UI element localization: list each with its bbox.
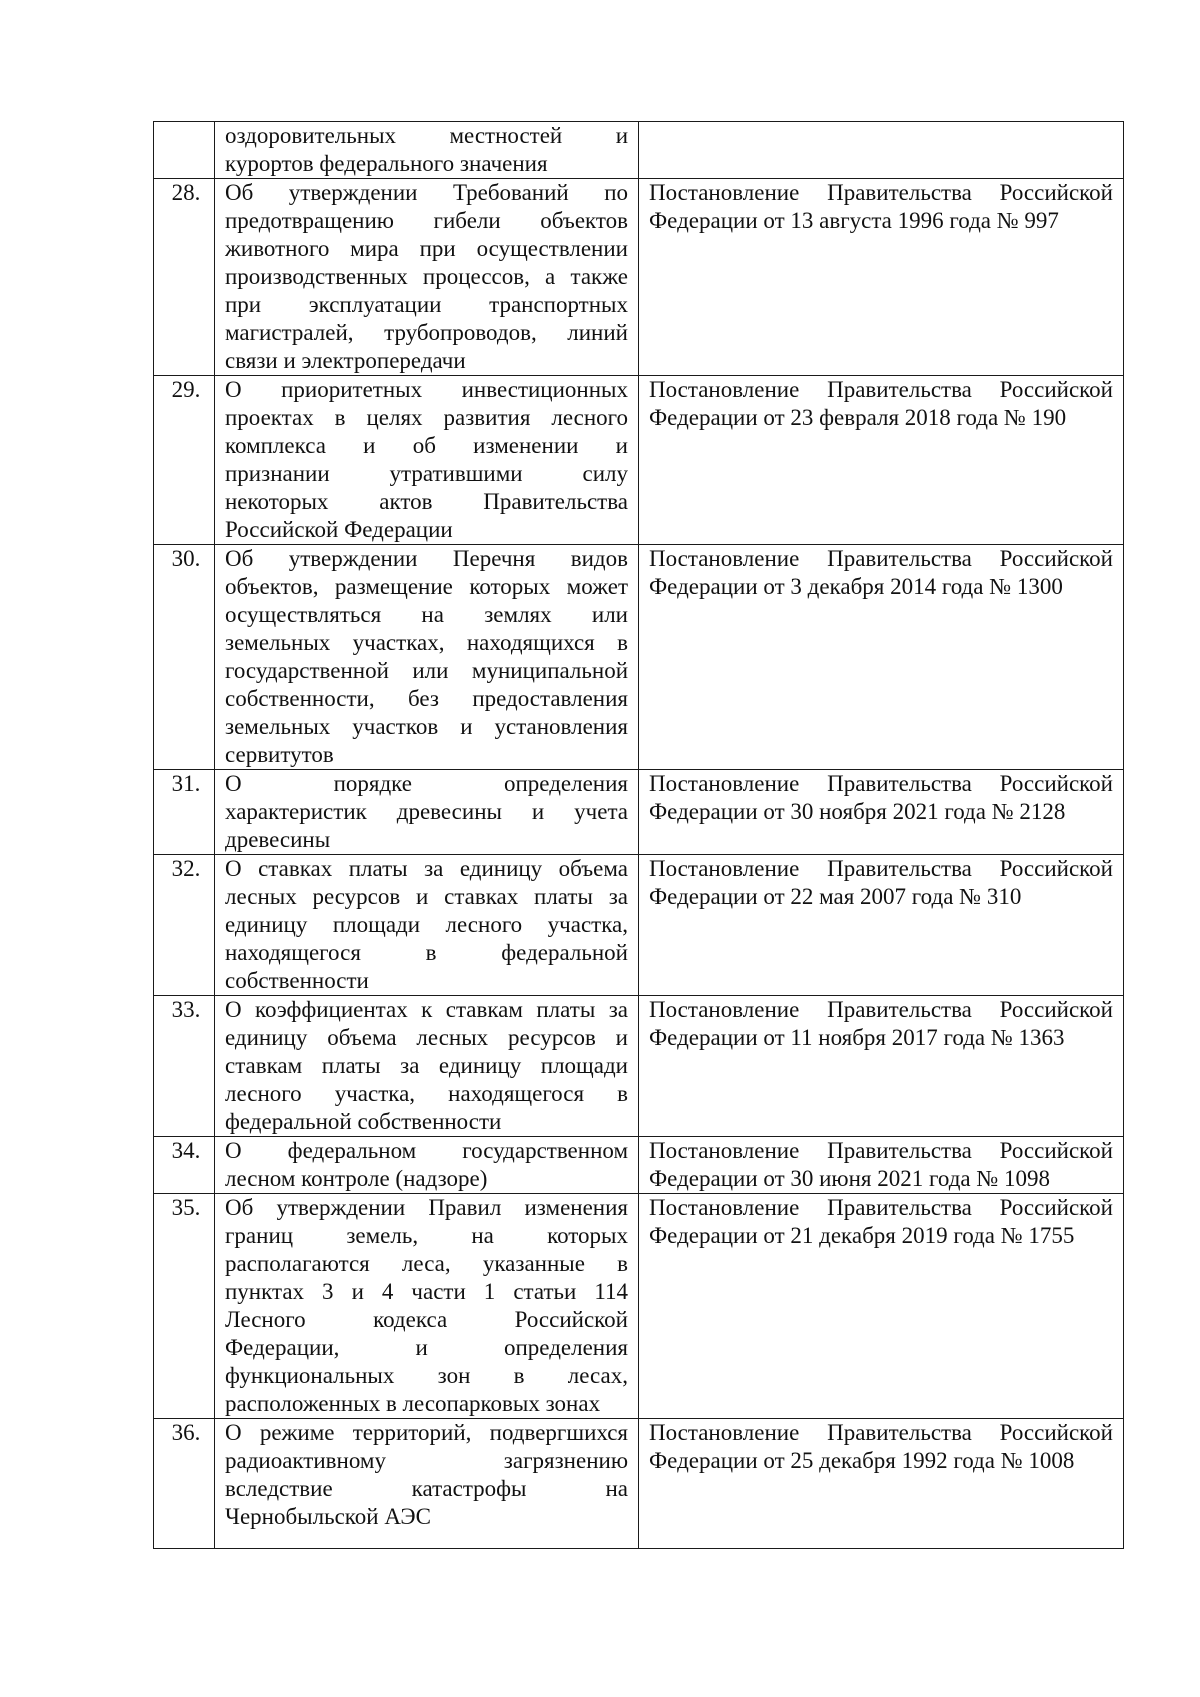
act-title-line: вследствие катастрофы на: [225, 1476, 628, 1501]
row-number: 33.: [171, 997, 201, 1022]
row-number: 32.: [171, 856, 201, 881]
act-source-line: Федерации от 11 ноября 2017 года № 1363: [649, 1025, 1065, 1050]
act-title-line: Чернобыльской АЭС: [225, 1504, 431, 1529]
act-source-line: Постановление Правительства Российской: [649, 1138, 1113, 1163]
act-source-cell: [639, 855, 1124, 996]
act-source-line: Федерации от 30 июня 2021 года № 1098: [649, 1166, 1051, 1191]
act-source-line: Федерации от 21 декабря 2019 года № 1755: [649, 1223, 1075, 1248]
act-title-line: О коэффициентах к ставкам платы за: [225, 997, 628, 1022]
act-title-line: единицу объема лесных ресурсов и: [225, 1025, 628, 1050]
row-number: 29.: [171, 377, 201, 402]
row-number-cell: [154, 545, 215, 770]
act-title-line: функциональных зон в лесах,: [225, 1363, 628, 1388]
act-source-line: Постановление Правительства Российской: [649, 546, 1113, 571]
act-title-line: О режиме территорий, подвергшихся: [225, 1420, 628, 1445]
act-title-line: земельных участков и установления: [225, 714, 628, 739]
table-row: [154, 770, 1124, 855]
act-source-line: Постановление Правительства Российской: [649, 771, 1113, 796]
table-row: [154, 996, 1124, 1137]
act-source-line: Постановление Правительства Российской: [649, 1195, 1113, 1220]
act-title-line: лесного участка, находящегося в: [225, 1081, 628, 1106]
act-title-line: О федеральном государственном: [225, 1138, 628, 1163]
table-row: [154, 545, 1124, 770]
act-title-cell: [215, 770, 639, 855]
act-source-cell: [639, 770, 1124, 855]
row-number-cell: [154, 1419, 215, 1549]
act-title-line: объектов, размещение которых может: [225, 574, 628, 599]
act-source-line: Постановление Правительства Российской: [649, 997, 1113, 1022]
act-source-line: Федерации от 3 декабря 2014 года № 1300: [649, 574, 1063, 599]
act-title-line: лесных ресурсов и ставках платы за: [225, 884, 628, 909]
act-title-line: Об утверждении Требований по: [225, 180, 628, 205]
act-title-line: комплекса и об изменении и: [225, 433, 628, 458]
act-source-cell: [639, 122, 1124, 179]
act-source-cell: [639, 1194, 1124, 1419]
act-source-line: Постановление Правительства Российской: [649, 180, 1113, 205]
act-title-line: О порядке определения: [225, 771, 628, 796]
row-number-cell: [154, 996, 215, 1137]
act-title-line: проектах в целях развития лесного: [225, 405, 628, 430]
act-title-cell: [215, 122, 639, 179]
row-number-cell: [154, 179, 215, 376]
act-title-cell: [215, 1194, 639, 1419]
act-title-line: предотвращению гибели объектов: [225, 208, 628, 233]
act-title-line: радиоактивному загрязнению: [225, 1448, 628, 1473]
act-title-line: некоторых актов Правительства: [225, 489, 628, 514]
act-source-line: Постановление Правительства Российской: [649, 856, 1113, 881]
act-title-line: Федерации, и определения: [225, 1335, 628, 1360]
act-source-line: Постановление Правительства Российской: [649, 1420, 1113, 1445]
act-title-line: сервитутов: [225, 742, 334, 767]
act-title-cell: [215, 376, 639, 545]
table-row: [154, 122, 1124, 179]
table-row: [154, 376, 1124, 545]
act-source-cell: [639, 996, 1124, 1137]
table-row: [154, 1137, 1124, 1194]
act-title-line: животного мира при осуществлении: [225, 236, 628, 261]
act-title-line: оздоровительных местностей и: [225, 123, 628, 148]
act-title-cell: [215, 996, 639, 1137]
act-title-line: собственности: [225, 968, 369, 993]
act-source-line: Федерации от 22 мая 2007 года № 310: [649, 884, 1022, 909]
act-source-cell: [639, 1137, 1124, 1194]
act-title-line: при эксплуатации транспортных: [225, 292, 628, 317]
act-title-line: границ земель, на которых: [225, 1223, 628, 1248]
act-title-line: государственной или муниципальной: [225, 658, 628, 683]
act-title-line: земельных участках, находящихся в: [225, 630, 628, 655]
act-title-cell: [215, 545, 639, 770]
row-number-cell: [154, 1137, 215, 1194]
act-title-line: ставкам платы за единицу площади: [225, 1053, 628, 1078]
act-title-cell: [215, 179, 639, 376]
row-number-cell: [154, 770, 215, 855]
row-number-cell: [154, 1194, 215, 1419]
act-title-line: расположенных в лесопарковых зонах: [225, 1391, 601, 1416]
act-title-line: характеристик древесины и учета: [225, 799, 628, 824]
act-title-cell: [215, 1419, 639, 1549]
acts-table: [153, 121, 1124, 1549]
row-number: 34.: [171, 1138, 201, 1163]
table-row: [154, 855, 1124, 996]
act-title-line: находящегося в федеральной: [225, 940, 628, 965]
act-source-line: Постановление Правительства Российской: [649, 377, 1113, 402]
act-title-line: Российской Федерации: [225, 517, 453, 542]
act-title-line: Об утверждении Правил изменения: [225, 1195, 628, 1220]
row-number-cell: [154, 855, 215, 996]
act-title-line: связи и электропередачи: [225, 348, 466, 373]
row-number-cell: [154, 122, 215, 179]
act-title-line: Лесного кодекса Российской: [225, 1307, 628, 1332]
act-title-line: О ставках платы за единицу объема: [225, 856, 628, 881]
act-source-line: Федерации от 30 ноября 2021 года № 2128: [649, 799, 1066, 824]
row-number-cell: [154, 376, 215, 545]
act-title-cell: [215, 1137, 639, 1194]
act-source-line: Федерации от 23 февраля 2018 года № 190: [649, 405, 1067, 430]
row-number: 35.: [171, 1195, 201, 1220]
act-title-line: производственных процессов, а также: [225, 264, 628, 289]
act-title-line: федеральной собственности: [225, 1109, 502, 1134]
act-source-line: Федерации от 13 августа 1996 года № 997: [649, 208, 1059, 233]
act-title-line: пунктах 3 и 4 части 1 статьи 114: [225, 1279, 628, 1304]
act-title-line: древесины: [225, 827, 331, 852]
act-source-cell: [639, 545, 1124, 770]
act-source-cell: [639, 1419, 1124, 1549]
act-title-line: осуществляться на землях или: [225, 602, 628, 627]
table-row: [154, 179, 1124, 376]
act-source-cell: [639, 376, 1124, 545]
row-number: 36.: [171, 1420, 201, 1445]
act-title-line: лесном контроле (надзоре): [225, 1166, 488, 1191]
table-row: [154, 1194, 1124, 1419]
act-title-line: О приоритетных инвестиционных: [225, 377, 628, 402]
act-title-line: курортов федерального значения: [225, 151, 548, 176]
table-row: [154, 1419, 1124, 1549]
act-title-line: собственности, без предоставления: [225, 686, 628, 711]
act-title-line: располагаются леса, указанные в: [225, 1251, 628, 1276]
row-number: 30.: [171, 546, 201, 571]
act-title-line: единицу площади лесного участка,: [225, 912, 628, 937]
act-title-line: признании утратившими силу: [225, 461, 628, 486]
act-source-cell: [639, 179, 1124, 376]
row-number: 28.: [171, 180, 201, 205]
act-title-line: Об утверждении Перечня видов: [225, 546, 628, 571]
row-number: 31.: [171, 771, 201, 796]
act-title-line: магистралей, трубопроводов, линий: [225, 320, 628, 345]
acts-table-body: [154, 122, 1124, 1549]
act-source-line: Федерации от 25 декабря 1992 года № 1008: [649, 1448, 1075, 1473]
act-title-cell: [215, 855, 639, 996]
